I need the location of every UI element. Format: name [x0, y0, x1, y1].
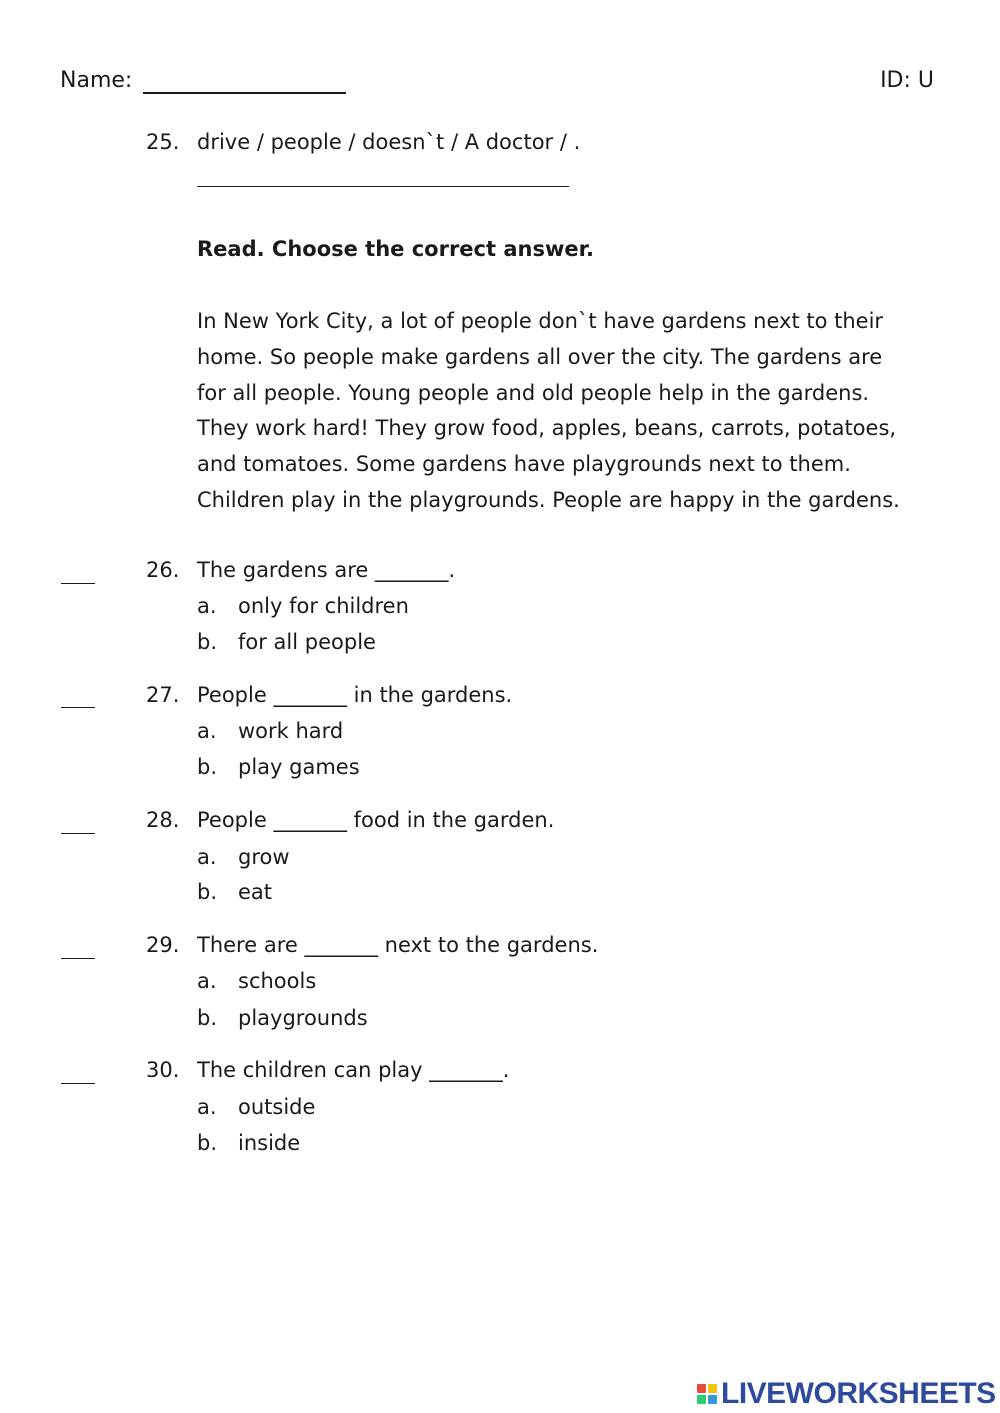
option-letter: a.: [197, 969, 217, 993]
logo-square: [697, 1384, 706, 1393]
option-letter: b.: [197, 755, 218, 779]
option-letter: a.: [197, 845, 217, 869]
name-input-line[interactable]: [143, 92, 346, 94]
option-letter: b.: [197, 880, 218, 904]
option-text: grow: [238, 845, 290, 869]
option-text: play games: [238, 755, 360, 779]
option-letter: a.: [197, 594, 217, 618]
question-27-answer-blank[interactable]: [61, 707, 95, 708]
option-letter: b.: [197, 1006, 218, 1030]
question-29-text: There are _______ next to the gardens.: [197, 933, 599, 957]
passage-line: Children play in the playgrounds. People are happy in the gardens.: [197, 487, 900, 512]
option-text: for all people: [238, 630, 376, 654]
option-letter: a.: [197, 1095, 217, 1119]
option-text: outside: [238, 1095, 316, 1119]
option-text: eat: [238, 880, 273, 904]
question-29-number: 29.: [146, 933, 180, 957]
passage-line: home. So people make gardens all over the city. The gardens are: [197, 344, 883, 369]
question-28-answer-blank[interactable]: [61, 833, 95, 834]
id-label: ID: U: [880, 68, 934, 93]
passage-line: and tomatoes. Some gardens have playgrounds next to them.: [197, 452, 851, 477]
question-26-number: 26.: [146, 558, 180, 582]
passage-line: for all people. Young people and old people help in the gardens.: [197, 380, 870, 405]
question-25-number: 25.: [146, 130, 180, 154]
logo-square: [708, 1395, 717, 1404]
option-text: only for children: [238, 594, 409, 618]
option-letter: b.: [197, 1131, 218, 1155]
question-30-answer-blank[interactable]: [61, 1083, 95, 1084]
liveworksheets-logo: [697, 1377, 996, 1411]
question-28-number: 28.: [146, 808, 180, 832]
question-30-number: 30.: [146, 1058, 180, 1082]
passage-line: In New York City, a lot of people don`t have gardens next to their: [197, 309, 884, 333]
logo-text: LIVEWORKSHEETS: [721, 1377, 996, 1410]
question-27-number: 27.: [146, 683, 180, 707]
option-text: playgrounds: [238, 1006, 368, 1030]
liveworksheets-logo-icon: [697, 1384, 717, 1404]
question-30-text: The children can play _______.: [197, 1058, 510, 1082]
option-letter: a.: [197, 719, 217, 743]
question-27-text: People _______ in the gardens.: [197, 683, 513, 707]
passage-line: They work hard! They grow food, apples, beans, carrots, potatoes,: [197, 416, 897, 441]
option-text: work hard: [238, 719, 344, 743]
question-25-answer-line[interactable]: [197, 186, 569, 187]
option-text: inside: [238, 1131, 301, 1155]
question-25-prompt: drive / people / doesn`t / A doctor / .: [197, 130, 581, 154]
logo-square: [697, 1395, 706, 1404]
question-28-text: People _______ food in the garden.: [197, 808, 555, 832]
question-26-answer-blank[interactable]: [61, 583, 95, 584]
question-29-answer-blank[interactable]: [61, 958, 95, 959]
option-letter: b.: [197, 630, 218, 654]
logo-square: [708, 1384, 717, 1393]
reading-passage: [197, 304, 937, 519]
option-text: schools: [238, 969, 317, 993]
name-label: Name:: [60, 68, 133, 93]
question-26-text: The gardens are _______.: [197, 558, 456, 582]
reading-instruction: Read. Choose the correct answer.: [197, 237, 594, 261]
